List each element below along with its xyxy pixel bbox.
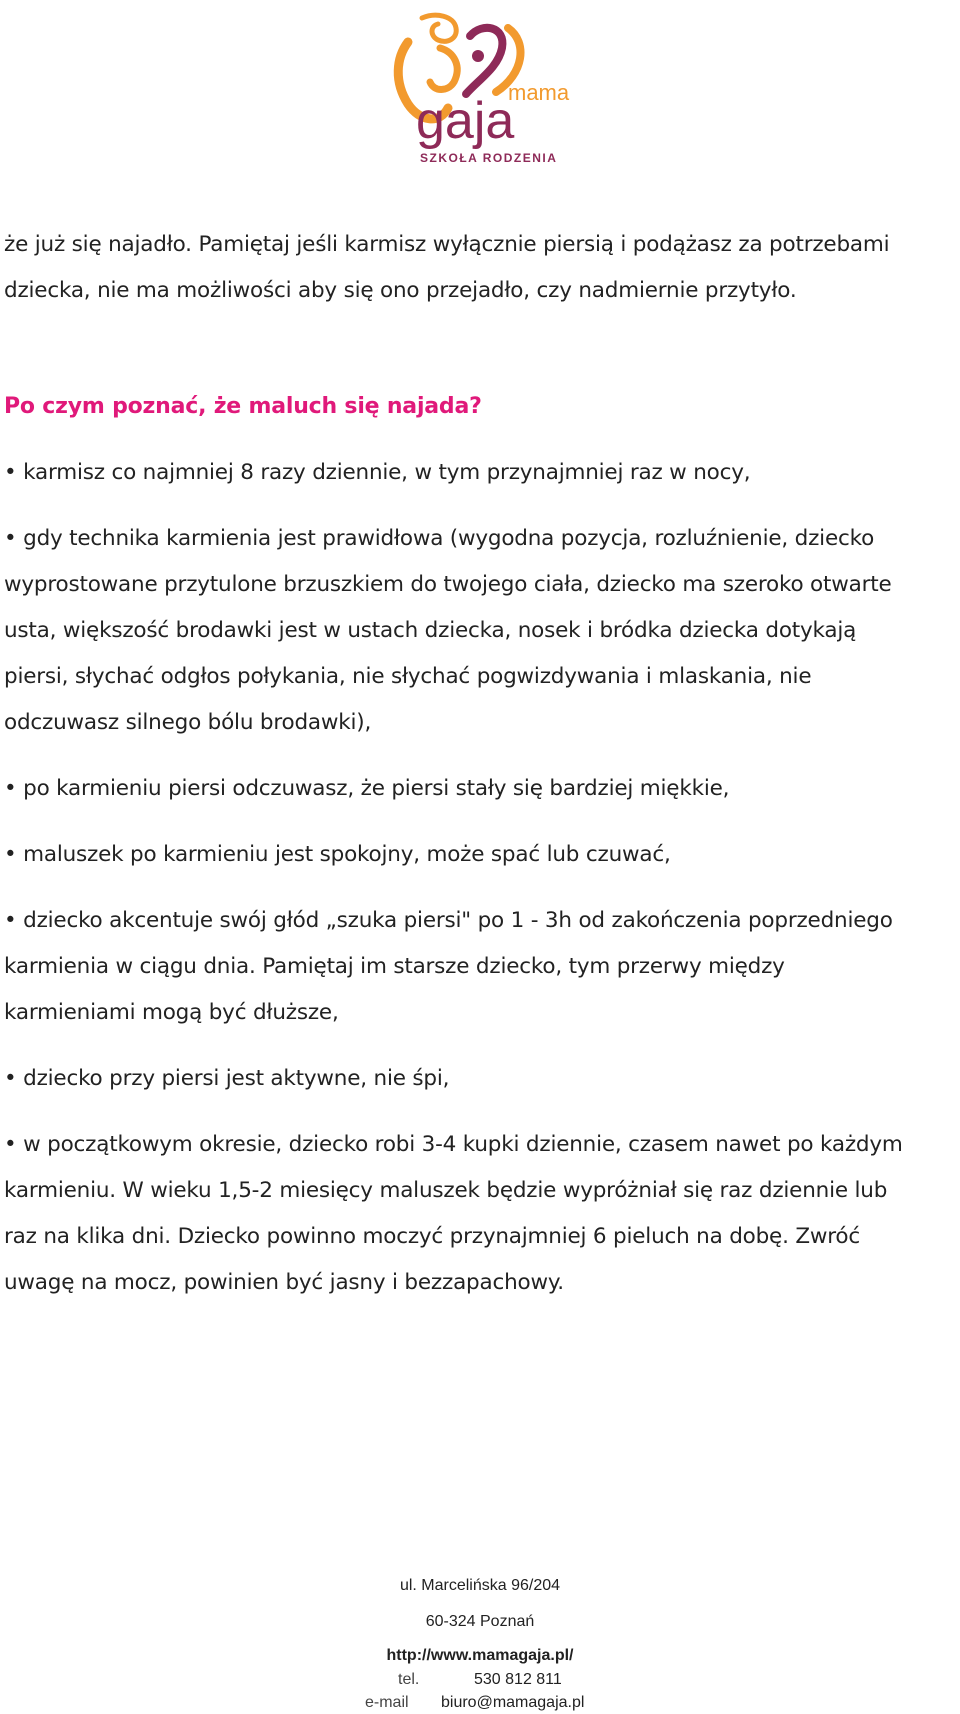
bullet-line: piersi, słychać odgłos połykania, nie słychać pogwizdywania i mlaskania, nie bbox=[4, 664, 812, 689]
logo-tagline: SZKOŁA RODZENIA bbox=[420, 151, 558, 165]
bullet-item bbox=[4, 766, 954, 812]
footer-email-row bbox=[365, 1692, 665, 1714]
intro-line: że już się najadło. Pamiętaj jeśli karmisz wyłącznie piersią i podążasz za potrzebami bbox=[4, 232, 890, 257]
phone-value[interactable]: 530 812 811 bbox=[474, 1671, 562, 1688]
bullet-item bbox=[4, 1122, 954, 1306]
bullet-line: • dziecko akcentuje swój głód „szuka piersi" po 1 - 3h od zakończenia poprzedniego bbox=[4, 908, 893, 933]
footer-website-link[interactable]: http://www.mamagaja.pl/ bbox=[386, 1647, 574, 1664]
footer-city: 60-324 Poznań bbox=[425, 1613, 535, 1630]
footer-address: ul. Marcelińska 96/204 bbox=[399, 1577, 561, 1594]
email-link[interactable]: biuro@mamagaja.pl bbox=[441, 1694, 585, 1711]
bullet-line: • dziecko przy piersi jest aktywne, nie śpi, bbox=[4, 1066, 450, 1091]
phone-label: tel. bbox=[398, 1671, 420, 1688]
bullet-line: wyprostowane przytulone brzuszkiem do twojego ciała, dziecko ma szeroko otwarte bbox=[4, 572, 892, 597]
logo-word-gaja: gaja bbox=[416, 92, 515, 150]
bullet-item bbox=[4, 832, 954, 878]
bullet-line: uwagę na mocz, powinien być jasny i bezzapachowy. bbox=[4, 1270, 564, 1295]
logo-emblem-icon bbox=[378, 8, 588, 170]
bullet-line: odczuwasz silnego bólu brodawki), bbox=[4, 710, 372, 735]
bullet-item bbox=[4, 516, 954, 746]
bullet-line: • w początkowym okresie, dziecko robi 3-4 kupki dziennie, czasem nawet po każdym bbox=[4, 1132, 903, 1157]
email-label: e-mail bbox=[365, 1694, 409, 1711]
bullet-item bbox=[4, 450, 954, 496]
bullet-line: karmieniami mogą być dłuższe, bbox=[4, 1000, 339, 1025]
bullet-line: raz na klika dni. Dziecko powinno moczyć przynajmniej 6 pieluch na dobę. Zwróć bbox=[4, 1224, 861, 1249]
bullet-line: karmieniu. W wieku 1,5-2 miesięcy maluszek będzie wypróżniał się raz dziennie lub bbox=[4, 1178, 888, 1203]
bullet-line: usta, większość brodawki jest w ustach dziecka, nosek i bródka dziecka dotykają bbox=[4, 618, 857, 643]
intro-line: dziecka, nie ma możliwości aby się ono przejadło, czy nadmiernie przytyło. bbox=[4, 278, 797, 303]
footer-phone-row bbox=[398, 1669, 638, 1691]
bullet-line: karmienia w ciągu dnia. Pamiętaj im starsze dziecko, tym przerwy między bbox=[4, 954, 785, 979]
logo-word-mama: mama bbox=[508, 80, 570, 105]
bullet-item bbox=[4, 898, 954, 1036]
bullet-line: • po karmieniu piersi odczuwasz, że piersi stały się bardziej miękkie, bbox=[4, 776, 730, 801]
bullet-line: • gdy technika karmienia jest prawidłowa (wygodna pozycja, rozluźnienie, dziecko bbox=[4, 526, 875, 551]
mama-gaja-logo bbox=[378, 8, 588, 170]
bullet-item bbox=[4, 1056, 954, 1102]
document-body bbox=[4, 222, 954, 1306]
bullet-line: • maluszek po karmieniu jest spokojny, może spać lub czuwać, bbox=[4, 842, 671, 867]
section-heading: Po czym poznać, że maluch się najada? bbox=[4, 394, 482, 419]
bullet-line: • karmisz co najmniej 8 razy dziennie, w tym przynajmniej raz w nocy, bbox=[4, 460, 751, 485]
